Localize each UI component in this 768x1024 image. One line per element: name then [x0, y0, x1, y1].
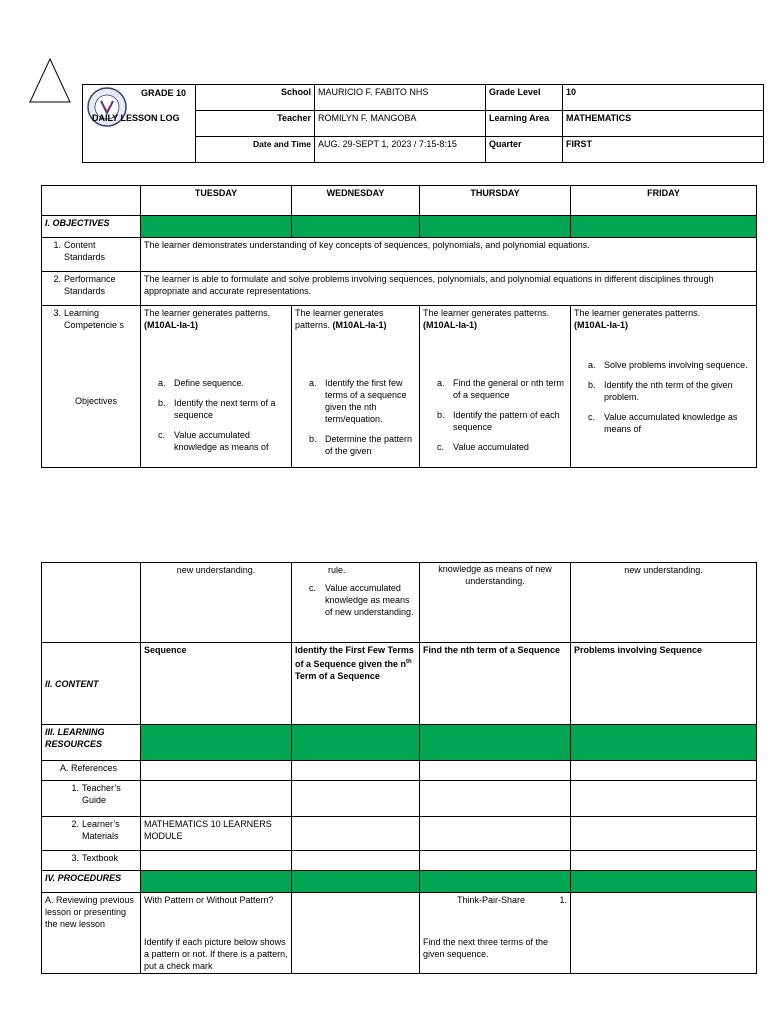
competency-wednesday: [292, 306, 420, 468]
green-cell: [571, 871, 757, 893]
content-thursday: Find the nth term of a Sequence: [420, 643, 571, 725]
list-item: b. Identify the pattern of each sequence: [437, 410, 560, 432]
competency-tuesday: [141, 306, 292, 468]
day-header: TUESDAY: [141, 186, 292, 216]
content-wednesday: Identify the First Few Terms of a Sequence given the $n^{th}$ Term of a Sequence: [292, 643, 420, 725]
objectives-table: [41, 185, 757, 468]
list-item: a. Define sequence.: [158, 378, 245, 388]
school-logo-cell: [83, 85, 196, 163]
green-cell: [292, 216, 420, 238]
content-standards-label: [42, 238, 141, 272]
green-cell: [292, 871, 420, 893]
performance-standards-label: [42, 272, 141, 306]
objectives-heading: I. OBJECTIVES: [42, 216, 141, 238]
competency-code: (M10AL-Ia-1): [574, 320, 629, 330]
grade-level-value: 10: [563, 85, 764, 111]
textbook-label: 3. Textbook: [42, 851, 141, 871]
green-cell: [141, 725, 292, 761]
continued-thursday: knowledge as means of new understanding.: [420, 563, 571, 643]
day-header: WEDNESDAY: [292, 186, 420, 216]
green-cell: [292, 725, 420, 761]
learning-area-value: MATHEMATICS: [563, 111, 764, 137]
list-item: c. Value accumulated knowledge as means of new understanding.: [309, 583, 414, 617]
learning-competencies-text: Learning Competencie s: [64, 308, 125, 330]
performance-standards-num: 2.: [53, 274, 61, 284]
grade-level-label: Grade Level: [486, 85, 563, 111]
empty-label-cell: [42, 563, 141, 643]
teacher-value: ROMILYN F. MANGOBA: [315, 111, 486, 137]
competency-text: The learner generates patterns.: [423, 308, 550, 318]
green-cell: [420, 216, 571, 238]
continued-friday: new understanding.: [571, 563, 757, 643]
learning-area-label: Learning Area: [486, 111, 563, 137]
competency-thursday: [420, 306, 571, 468]
green-cell: [420, 871, 571, 893]
list-item: c. Value accumulated knowledge as means of: [158, 430, 269, 452]
objectives-list: [574, 359, 753, 435]
reviewing-thursday: Think-Pair-Share 1. Find the next three terms of the given sequence.: [420, 893, 571, 974]
daily-lesson-log-title: DAILY LESSON LOG: [92, 113, 180, 123]
quarter-label: Quarter: [486, 137, 563, 163]
learners-materials-tuesday: MATHEMATICS 10 LEARNERS MODULE: [141, 817, 292, 851]
content-standards-value: The learner demonstrates understanding of key concepts of sequences, polynomials, and polynomial equations.: [141, 238, 757, 272]
references-label: A. References: [42, 761, 141, 781]
grade-label: GRADE 10: [141, 88, 187, 98]
content-friday: Problems involving Sequence: [571, 643, 757, 725]
competency-text: The learner generates patterns. (M10AL-Ia-1): [295, 308, 387, 330]
learning-resources-heading: III. LEARNING RESOURCES: [42, 725, 141, 761]
list-item: b. Identify the next term of a sequence: [158, 398, 276, 420]
list-item: c. Value accumulated knowledge as means of: [588, 412, 738, 434]
content-standards-num: 1.: [53, 240, 61, 250]
school-value: MAURICIO F. FABITO NHS: [315, 85, 486, 111]
learners-materials-label: 2. Learner’s Materials: [42, 817, 141, 851]
content-standards-text: Content Standards: [64, 240, 106, 262]
teachers-guide-label: 1. Teacher’s Guide: [42, 781, 141, 817]
list-item: a. Solve problems involving sequence.: [588, 360, 748, 370]
list-item: b. Determine the pattern of the given: [309, 434, 413, 456]
performance-standards-text: Performance Standards: [64, 274, 116, 296]
green-cell: [141, 871, 292, 893]
quarter-value: FIRST: [563, 137, 764, 163]
list-item: c. Value accumulated: [437, 442, 529, 452]
green-cell: [571, 725, 757, 761]
reviewing-friday: [571, 893, 757, 974]
competency-friday: [571, 306, 757, 468]
green-cell: [420, 725, 571, 761]
teacher-label: Teacher: [196, 111, 315, 137]
school-label: School: [196, 85, 315, 111]
list-item: b. Identify the nth term of the given problem.: [588, 380, 733, 402]
green-cell: [141, 216, 292, 238]
procedures-heading: IV. PROCEDURES: [42, 871, 141, 893]
objectives-list: [423, 377, 567, 453]
rule-text: rule.: [328, 565, 346, 575]
objectives-list: [295, 582, 416, 618]
reviewing-tuesday: With Pattern or Without Pattern? Identify if each picture below shows a pattern or not. If there is a pattern, put a check mark: [141, 893, 292, 974]
date-time-value: AUG. 29-SEPT 1, 2023 / 7:15-8:15: [315, 137, 486, 163]
continued-tuesday: new understanding.: [141, 563, 292, 643]
list-item: a. Identify the first few terms of a sequence given the nth term/equation.: [309, 378, 407, 424]
triangle-shape: [28, 58, 72, 104]
continued-wednesday: [292, 563, 420, 643]
list-item: a. Find the general or nth term of a sequence: [437, 378, 565, 400]
competency-code: (M10AL-Ia-1): [423, 320, 478, 330]
reviewing-wednesday: [292, 893, 420, 974]
lesson-table-continued: [41, 562, 757, 974]
date-time-label: Date and Time: [196, 137, 315, 163]
day-header: FRIDAY: [571, 186, 757, 216]
competency-text: The learner generates patterns.: [144, 308, 271, 318]
corner-cell: [42, 186, 141, 216]
performance-standards-value: The learner is able to formulate and solve problems involving sequences, polynomials, and polynomial equations in different disciplines through appropriate and accurate representations.: [141, 272, 757, 306]
content-heading: II. CONTENT: [42, 643, 141, 725]
objectives-sublabel: Objectives: [75, 396, 118, 406]
objectives-list: [144, 377, 288, 453]
content-tuesday: Sequence: [141, 643, 292, 725]
green-cell: [571, 216, 757, 238]
competency-text: The learner generates patterns.: [574, 308, 701, 318]
reviewing-lesson-label: A. Reviewing previous lesson or presenting the new lesson: [42, 893, 141, 974]
day-header: THURSDAY: [420, 186, 571, 216]
competency-code: (M10AL-Ia-1): [144, 320, 199, 330]
learning-competencies-label: [42, 306, 141, 468]
header-table: [82, 84, 764, 163]
learning-competencies-num: 3.: [53, 308, 61, 318]
objectives-list: [295, 377, 416, 457]
